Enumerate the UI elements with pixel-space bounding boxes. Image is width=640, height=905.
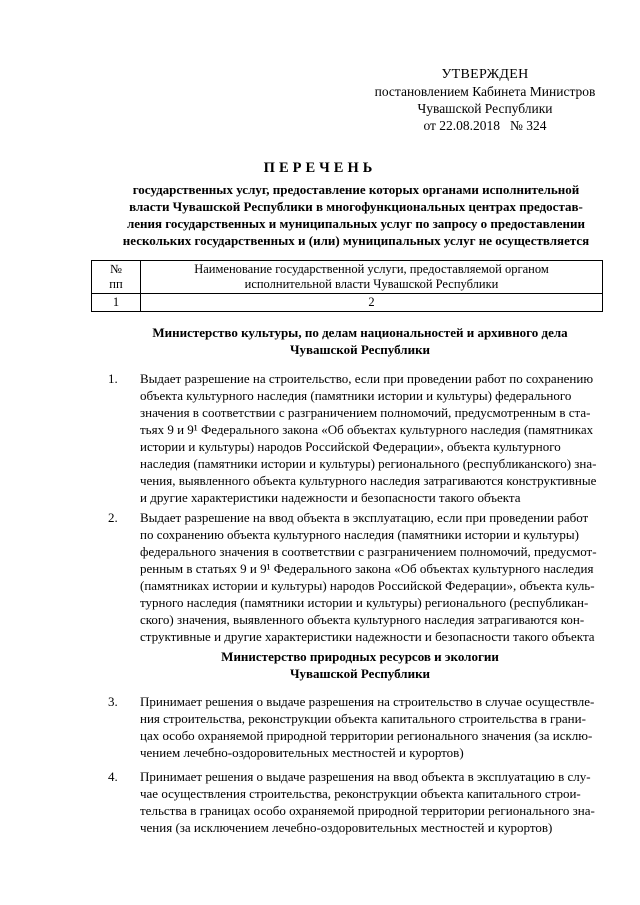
subtitle-line: нескольких государственных и (или) муниципальных услуг не осуществляется (122, 233, 590, 248)
document-title: ПЕРЕЧЕНЬ (263, 160, 377, 176)
list-item-3 (108, 693, 603, 761)
list-item-2 (108, 509, 603, 645)
header-name-label: исполнительной власти Чувашской Республики (244, 277, 499, 291)
text-line: чае осуществления строительства, реконструкции объекта капитального строи- (140, 786, 581, 801)
list-item-text (140, 370, 603, 506)
header-name-label: Наименование государственной услуги, предоставляемой органом (194, 262, 549, 276)
column-number-1: 1 (92, 294, 141, 312)
text-line: Выдает разрешение на строительство, если при проведении работ по сохранению (140, 371, 594, 386)
text-line: чения, выявленного объекта культурного наследия затрагиваются конструктивные (140, 473, 597, 488)
list-item-text (140, 693, 603, 761)
list-item-number: 1. (108, 371, 118, 386)
text-line: Принимает решения о выдаче разрешения на ввод объекта в эксплуатацию в слу- (140, 769, 591, 784)
text-line: чением лечебно-оздоровительных местностей и курортов) (140, 745, 464, 760)
list-item-4 (108, 768, 603, 836)
subtitle-line: власти Чувашской Республики в многофункциональных центрах предостав- (129, 199, 583, 214)
text-line: турного наследия (памятники истории и культуры) регионального (республикан- (140, 595, 589, 610)
text-line: объекта культурного наследия (памятники истории и культуры) федерального (140, 388, 572, 403)
approval-line-2: Чувашской Республики (417, 101, 553, 116)
approval-line-1: постановлением Кабинета Министров (374, 84, 596, 99)
column-number-row (92, 294, 603, 312)
ministry-heading-natural-resources (95, 648, 625, 682)
text-line: и другие характеристики надежности и безопасности такого объекта (140, 490, 521, 505)
list-item-text (140, 768, 603, 836)
list-item-number: 3. (108, 694, 118, 709)
ministry-line: Министерство культуры, по делам национальностей и архивного дела (152, 325, 568, 340)
list-item-number: 4. (108, 769, 118, 784)
text-line: по сохранению объекта культурного наследия (памятники истории и культуры) (140, 527, 579, 542)
subtitle-line: ления государственных и муниципальных услуг по запросу о предоставлении (126, 216, 586, 231)
ministry-heading-culture (95, 324, 625, 358)
ministry-line: Министерство природных ресурсов и экологии (221, 649, 499, 664)
header-name-cell (141, 261, 603, 294)
text-line: ния строительства, реконструкции объекта капитального строительства в грани- (140, 711, 586, 726)
ministry-line: Чувашской Республики (289, 666, 431, 681)
approval-block (365, 66, 605, 134)
text-line: истории и культуры) народов Российской Федерации», объекта культурного (140, 439, 561, 454)
text-line: тьях 9 и 9¹ Федерального закона «Об объектах культурного наследия (памятниках (140, 422, 594, 437)
header-number-label: пп (109, 277, 123, 291)
text-line: тельства в границах особо охраняемой природной территории регионального зна- (140, 803, 595, 818)
text-line: Выдает разрешение на ввод объекта в эксплуатацию, если при проведении работ (140, 510, 589, 525)
list-item-text (140, 509, 603, 645)
header-number-cell (92, 261, 141, 294)
list-item-number: 2. (108, 510, 118, 525)
ministry-line: Чувашской Республики (289, 342, 431, 357)
text-line: федерального значения в соответствии с разграничением полномочий, предусмот- (140, 544, 597, 559)
text-line: ренным в статьях 9 и 9¹ Федерального закона «Об объектах культурного наследия (140, 561, 594, 576)
approval-number: № 324 (510, 118, 547, 133)
text-line: структивные и другие характеристики надежности и безопасности такого объекта (140, 629, 595, 644)
text-line: значения в соответствии с разграничением полномочий, предусмотренным в ста- (140, 405, 591, 420)
approval-date: от 22.08.2018 (423, 118, 501, 133)
text-line: Принимает решения о выдаче разрешения на строительство в случае осуществле- (140, 694, 595, 709)
text-line: наследия (памятники истории и культуры) регионального (республиканского) зна- (140, 456, 597, 471)
text-line: (памятниках истории и культуры) народов Российской Федерации», объекта куль- (140, 578, 595, 593)
document-subtitle (106, 181, 606, 249)
text-line: чения (за исключением лечебно-оздоровительных местностей и курортов) (140, 820, 553, 835)
approval-date-line (365, 117, 605, 134)
subtitle-line: государственных услуг, предоставление которых органами исполнительной (132, 182, 580, 197)
header-number-label: № (110, 262, 122, 276)
header-table (91, 260, 603, 312)
column-number-2: 2 (141, 294, 603, 312)
header-row (92, 261, 603, 294)
list-item-1 (108, 370, 603, 506)
text-line: цах особо охраняемой природной территории регионального значения (за исклю- (140, 728, 593, 743)
text-line: ского) значения, выявленного объекта культурного наследия затрагиваются кон- (140, 612, 585, 627)
approval-heading: УТВЕРЖДЕН (441, 67, 529, 82)
